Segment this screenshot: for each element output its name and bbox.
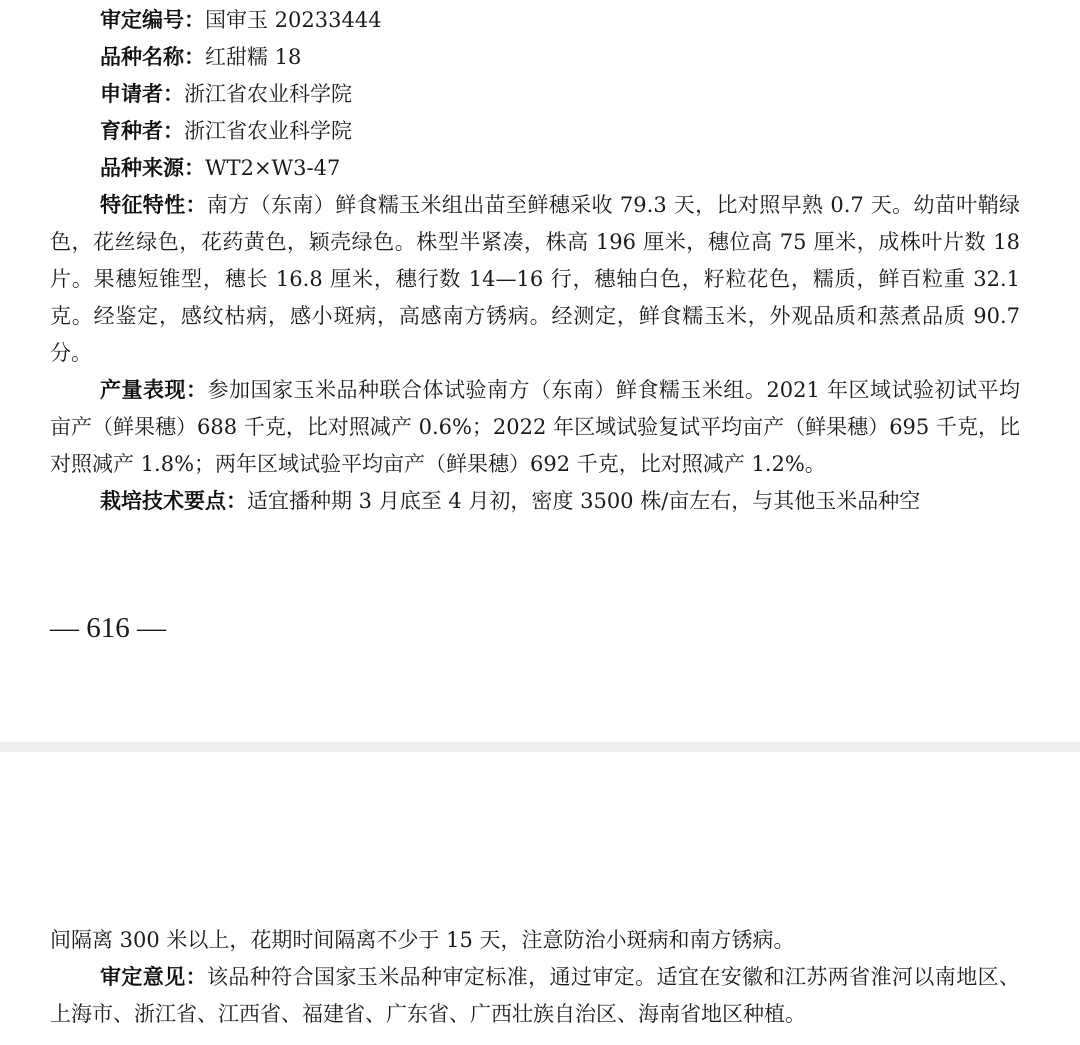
applicant-label: 申请者： bbox=[100, 82, 184, 106]
variety-name-value: 红甜糯 18 bbox=[205, 45, 302, 69]
page-number: — 616 — bbox=[50, 612, 166, 644]
approval-number-label: 审定编号： bbox=[100, 8, 205, 32]
approval-opinion-text: 该品种符合国家玉米品种审定标准，通过审定。适宜在安徽和江苏两省淮河以南地区、上海市、浙江省、江西省、福建省、广东省、广西壮族自治区、海南省地区种植。 bbox=[50, 965, 1021, 1026]
characteristics-label: 特征特性： bbox=[100, 193, 207, 217]
yield-label: 产量表现： bbox=[100, 378, 208, 402]
variety-record-continued bbox=[50, 922, 1020, 1033]
cultivation-paragraph bbox=[50, 483, 1020, 520]
yield-paragraph bbox=[50, 372, 1020, 483]
approval-number-line bbox=[50, 2, 1020, 39]
approval-opinion-paragraph bbox=[50, 959, 1020, 1033]
page-separator bbox=[0, 742, 1080, 752]
variety-source-value: WT2×W3-47 bbox=[205, 156, 341, 180]
variety-source-line bbox=[50, 150, 1020, 187]
characteristics-paragraph bbox=[50, 187, 1020, 372]
variety-name-line bbox=[50, 39, 1020, 76]
approval-opinion-label: 审定意见： bbox=[100, 965, 208, 989]
variety-name-label: 品种名称： bbox=[100, 45, 205, 69]
cultivation-text: 适宜播种期 3 月底至 4 月初，密度 3500 株/亩左右，与其他玉米品种空 bbox=[247, 489, 921, 513]
document-page-bottom bbox=[0, 752, 1080, 1045]
yield-text: 参加国家玉米品种联合体试验南方（东南）鲜食糯玉米组。2021 年区域试验初试平均亩产（鲜果穗）688 千克，比对照减产 0.6%；2022 年区域试验复试平均亩产（鲜果穗）695 千克，比对照减产 1.8%；两年区域试验平均亩产（鲜果穗）692 千克，比对照减产 1.2%。 bbox=[50, 378, 1020, 476]
applicant-line bbox=[50, 76, 1020, 113]
cultivation-label: 栽培技术要点： bbox=[100, 489, 247, 513]
applicant-value: 浙江省农业科学院 bbox=[184, 82, 352, 106]
breeder-line bbox=[50, 113, 1020, 150]
variety-record bbox=[50, 2, 1020, 520]
characteristics-text: 南方（东南）鲜食糯玉米组出苗至鲜穗采收 79.3 天，比对照早熟 0.7 天。幼苗叶鞘绿色，花丝绿色，花药黄色，颖壳绿色。株型半紧凑，株高 196 厘米，穗位高 75 厘米，成株叶片数 18 片。果穗短锥型，穗长 16.8 厘米，穗行数 14—16 行，穗轴白色，籽粒花色，糯质，鲜百粒重 32.1 克。经鉴定，感纹枯病，感小斑病，高感南方锈病。经测定，鲜食糯玉米，外观品质和蒸煮品质 90.7 分。 bbox=[50, 193, 1021, 365]
breeder-value: 浙江省农业科学院 bbox=[184, 119, 352, 143]
approval-number-value: 国审玉 20233444 bbox=[205, 8, 382, 32]
variety-source-label: 品种来源： bbox=[100, 156, 205, 180]
cultivation-continuation: 间隔离 300 米以上，花期时间隔离不少于 15 天，注意防治小斑病和南方锈病。 bbox=[50, 928, 795, 952]
breeder-label: 育种者： bbox=[100, 119, 184, 143]
